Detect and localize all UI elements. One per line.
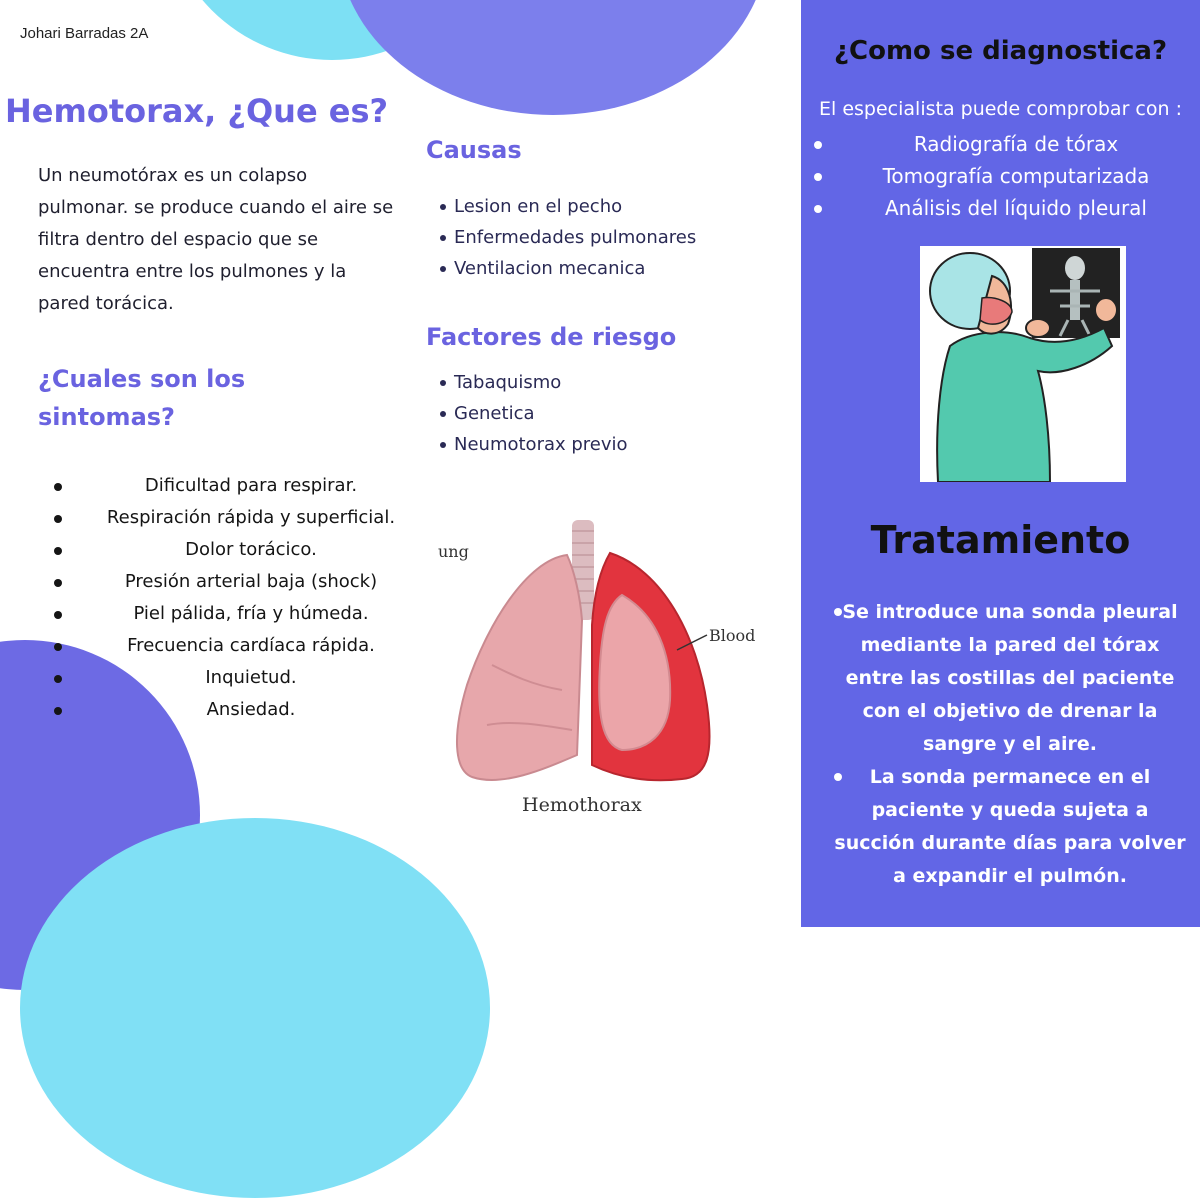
bullet-icon (814, 173, 822, 181)
deco-circle-top-purple (338, 0, 768, 115)
symptom-item: Dificultad para respirar. (40, 470, 420, 502)
bullet-icon (54, 515, 62, 523)
bullet-icon (440, 235, 446, 241)
treatment-item: La sonda permanece en el paciente y queda sujeta a succión durante días para volver a expandir el pulmón. (834, 766, 1186, 887)
image-caption: Hemothorax (522, 794, 642, 816)
treatment-list (830, 596, 1190, 893)
diagnosis-title: ¿Como se diagnostica? (833, 36, 1168, 66)
bullet-icon (440, 411, 446, 417)
blood-label: Blood (709, 626, 756, 645)
symptom-item: Respiración rápida y superficial. (40, 502, 420, 534)
bullet-icon (54, 675, 62, 683)
symptom-item: Inquietud. (40, 662, 420, 694)
bullet-icon (814, 205, 822, 213)
risk-item: Tabaquismo (428, 367, 628, 398)
symptom-item: Presión arterial baja (shock) (40, 566, 420, 598)
bullet-icon (440, 204, 446, 210)
deco-circle-bottom-cyan (20, 818, 490, 1198)
diagnosis-item: Tomografía computarizada (806, 160, 1196, 192)
doctor-xray-illustration (920, 246, 1126, 482)
bullet-icon (54, 579, 62, 587)
cause-item: Lesion en el pecho (428, 191, 696, 222)
bullet-icon (54, 643, 62, 651)
symptom-item: Piel pálida, fría y húmeda. (40, 598, 420, 630)
bullet-icon (440, 266, 446, 272)
cause-item: Enfermedades pulmonares (428, 222, 696, 253)
risk-item: Genetica (428, 398, 628, 429)
author-name: Johari Barradas 2A (20, 25, 149, 42)
symptom-item: Frecuencia cardíaca rápida. (40, 630, 420, 662)
diagnosis-list (806, 128, 1196, 224)
treatment-title: Tratamiento (870, 518, 1131, 562)
treatment-item: Se introduce una sonda pleural mediante la pared del tórax entre las costillas del paciente con el objetivo de drenar la sangre y el aire. (830, 596, 1190, 761)
causes-list (428, 191, 696, 284)
lung-label: ung (438, 542, 469, 561)
main-title: Hemotorax, ¿Que es? (5, 92, 389, 130)
risk-factors-list (428, 367, 628, 460)
bullet-icon (440, 442, 446, 448)
risk-item: Neumotorax previo (428, 429, 628, 460)
bullet-icon (54, 611, 62, 619)
bullet-icon (834, 773, 842, 781)
causes-title: Causas (426, 136, 522, 164)
bullet-icon (814, 141, 822, 149)
symptoms-title: ¿Cuales son los sintomas? (38, 365, 246, 431)
intro-text: Un neumotórax es un colapso pulmonar. se produce cuando el aire se filtra dentro del espacio que se encuentra entre los pulmones y la pared torácica. (38, 165, 394, 314)
left-lung-icon (457, 555, 582, 780)
bullet-icon (54, 547, 62, 555)
diagnosis-intro: El especialista puede comprobar con : (819, 98, 1182, 120)
bullet-icon (834, 608, 842, 616)
hemothorax-lung-illustration (432, 515, 762, 825)
risk-factors-title: Factores de riesgo (426, 323, 677, 351)
diagnosis-item: Análisis del líquido pleural (806, 192, 1196, 224)
bullet-icon (54, 483, 62, 491)
symptoms-list (40, 470, 420, 726)
bullet-icon (440, 380, 446, 386)
cause-item: Ventilacion mecanica (428, 253, 696, 284)
symptom-item: Ansiedad. (40, 694, 420, 726)
bullet-icon (54, 707, 62, 715)
symptom-item: Dolor torácico. (40, 534, 420, 566)
diagnosis-item: Radiografía de tórax (806, 128, 1196, 160)
